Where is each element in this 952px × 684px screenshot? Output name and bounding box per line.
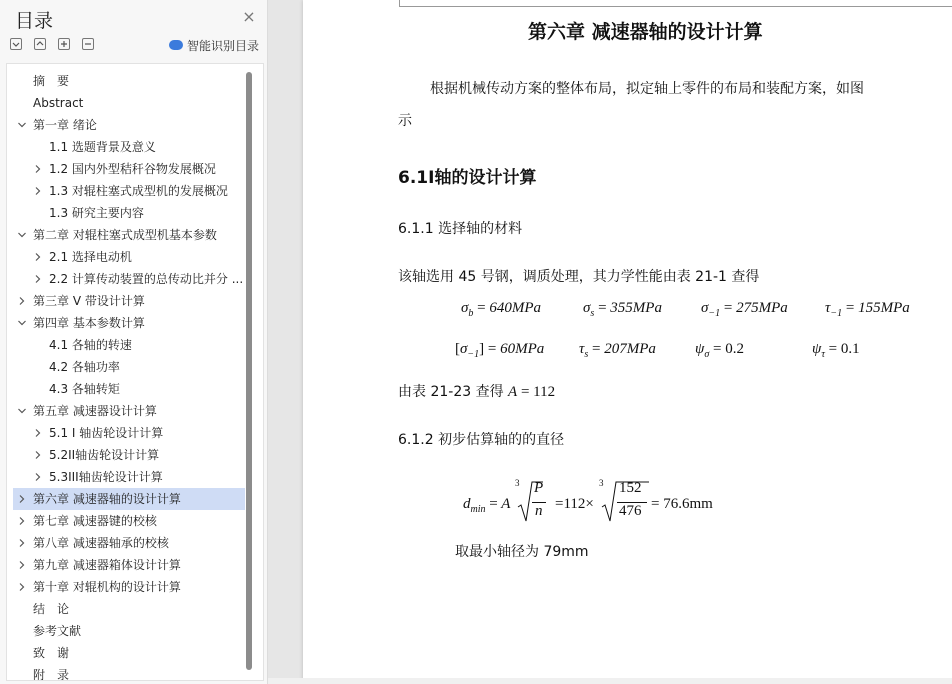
toc-item-label: 5.1 I 轴齿轮设计计算 <box>49 426 164 440</box>
tau-minus1-formula: $\tau_{-1} = 155MPa$ <box>825 300 910 319</box>
toc-item[interactable] <box>13 620 245 642</box>
tau-s-formula: $\tau_s = 207MPa$ <box>579 341 656 360</box>
toc-item-label: 1.3 对辊柱塞式成型机的发展概况 <box>49 184 228 198</box>
toc-item-label: 第三章 V 带设计计算 <box>33 294 145 308</box>
toc-item-label: 第一章 绪论 <box>33 118 97 132</box>
toc-item[interactable] <box>13 488 245 510</box>
chevron-right-icon[interactable] <box>33 274 43 284</box>
toc-item[interactable] <box>13 444 245 466</box>
diameter-formula: $d_{min} = A$ 3 P n =112× 3 152 476 = 76.6mm <box>463 478 713 519</box>
toc-item[interactable] <box>13 70 245 92</box>
toc-item-label: 第九章 减速器箱体设计计算 <box>33 558 181 572</box>
toc-item-label: 2.1 选择电动机 <box>49 250 132 264</box>
document-area <box>268 0 952 684</box>
chevron-down-icon[interactable] <box>17 318 27 328</box>
chevron-right-icon[interactable] <box>33 252 43 262</box>
toc-item-label: 第八章 减速器轴承的校核 <box>33 536 169 550</box>
toc-panel <box>6 63 264 681</box>
toc-item-label: 2.2 计算传动装置的总传动比并分 ... <box>49 272 244 286</box>
smart-recognize-label: 智能识别目录 <box>187 38 260 53</box>
add-heading-icon[interactable] <box>58 38 70 50</box>
toc-item-label: 第七章 减速器键的校核 <box>33 514 157 528</box>
toc-item[interactable] <box>13 466 245 488</box>
toc-item[interactable] <box>13 664 245 681</box>
toc-item-label: 第六章 减速器轴的设计计算 <box>33 492 181 506</box>
expand-up-icon[interactable] <box>34 38 46 50</box>
toc-item[interactable] <box>13 576 245 598</box>
toc-item[interactable] <box>13 378 245 400</box>
toc-item-label: 致 谢 <box>33 646 70 660</box>
toc-item[interactable] <box>13 92 245 114</box>
chapter-title: 第六章 减速器轴的设计计算 <box>528 21 763 43</box>
page-margin-marker <box>399 0 952 7</box>
toc-scrollbar[interactable] <box>246 72 252 670</box>
table-reference-line: 由表 21-23 查得 A = 112 <box>398 384 556 400</box>
document-page[interactable] <box>303 0 952 684</box>
toc-item-label: 4.2 各轴功率 <box>49 360 120 374</box>
chevron-down-icon[interactable] <box>17 406 27 416</box>
toc-item[interactable] <box>13 224 245 246</box>
sigma-s-formula: $\sigma_s = 355MPa$ <box>583 300 662 319</box>
sigma-b-formula: $\sigma_b = 640MPa$ <box>461 300 542 319</box>
chevron-right-icon[interactable] <box>17 582 27 592</box>
smart-recognize-button[interactable] <box>169 36 259 54</box>
toc-item[interactable] <box>13 554 245 576</box>
toc-item[interactable] <box>13 642 245 664</box>
toc-item-label: 第五章 减速器设计计算 <box>33 404 157 418</box>
toc-item-label: 第四章 基本参数计算 <box>33 316 145 330</box>
chevron-right-icon[interactable] <box>17 494 27 504</box>
toc-item-label: 1.1 选题背景及意义 <box>49 140 156 154</box>
chevron-down-icon[interactable] <box>17 230 27 240</box>
chevron-right-icon[interactable] <box>17 516 27 526</box>
toc-item[interactable] <box>13 356 245 378</box>
toc-item-label: 4.1 各轴的转速 <box>49 338 132 352</box>
toc-item[interactable] <box>13 268 245 290</box>
toc-item-label: 5.3III轴齿轮设计计算 <box>49 470 163 484</box>
chevron-right-icon[interactable] <box>17 538 27 548</box>
toc-item[interactable] <box>13 510 245 532</box>
psi-sigma-formula: $\psi_\sigma = 0.2$ <box>695 341 744 360</box>
psi-tau-formula: $\psi_\tau = 0.1$ <box>812 341 860 360</box>
horizontal-scrollbar[interactable] <box>268 678 952 684</box>
toc-item[interactable] <box>13 158 245 180</box>
toc-item-label: 结 论 <box>33 602 70 616</box>
subsection-title-diameter: 6.1.2 初步估算轴的的直径 <box>398 432 565 448</box>
close-icon[interactable]: × <box>242 7 256 26</box>
intro-paragraph-line2: 示 <box>398 113 412 129</box>
intro-paragraph-line1: 根据机械传动方案的整体布局，拟定轴上零件的布局和装配方案，如图 <box>430 81 864 97</box>
toc-item-label: 1.2 国内外型秸秆谷物发展概况 <box>49 162 216 176</box>
toc-item-label: 5.2II轴齿轮设计计算 <box>49 448 160 462</box>
remove-heading-icon[interactable] <box>82 38 94 50</box>
toc-item[interactable] <box>13 312 245 334</box>
cloud-icon <box>169 40 183 50</box>
toc-item[interactable] <box>13 334 245 356</box>
toc-item-label: 第二章 对辊柱塞式成型机基本参数 <box>33 228 217 242</box>
chevron-down-icon[interactable] <box>17 120 27 130</box>
chevron-right-icon[interactable] <box>33 164 43 174</box>
toc-item[interactable] <box>13 246 245 268</box>
toc-item[interactable] <box>13 422 245 444</box>
toc-item-label: 1.3 研究主要内容 <box>49 206 144 220</box>
section-title: 6.1I轴的设计计算 <box>398 168 537 188</box>
toc-item-label: 第十章 对辊机构的设计计算 <box>33 580 181 594</box>
chevron-right-icon[interactable] <box>17 560 27 570</box>
sidebar-title: 目录 <box>15 10 54 32</box>
toc-item-label: 参考文献 <box>33 624 82 638</box>
toc-item[interactable] <box>13 400 245 422</box>
chevron-right-icon[interactable] <box>33 472 43 482</box>
sigma-minus1-formula: $\sigma_{-1} = 275MPa$ <box>701 300 788 319</box>
toc-item[interactable] <box>13 180 245 202</box>
toc-item[interactable] <box>13 136 245 158</box>
allowable-stress-formula: $[\sigma_{-1}] = 60MPa$ <box>455 341 545 360</box>
collapse-all-icon[interactable] <box>10 38 22 50</box>
chevron-right-icon[interactable] <box>33 428 43 438</box>
toc-item[interactable] <box>13 290 245 312</box>
toc-item-label: 4.3 各轴转矩 <box>49 382 120 396</box>
toc-item-label: Abstract <box>33 96 84 110</box>
subsection-title-material: 6.1.1 选择轴的材料 <box>398 221 523 237</box>
toc-item[interactable] <box>13 532 245 554</box>
chevron-right-icon[interactable] <box>33 186 43 196</box>
material-paragraph: 该轴选用 45 号钢，调质处理，其力学性能由表 21-1 查得 <box>398 269 760 285</box>
toc-item[interactable] <box>13 114 245 136</box>
chevron-right-icon[interactable] <box>17 296 27 306</box>
min-diameter-conclusion: 取最小轴径为 79mm <box>455 544 589 560</box>
toc-sidebar <box>0 0 268 684</box>
toc-item[interactable] <box>13 598 245 620</box>
toc-item[interactable] <box>13 202 245 224</box>
toc-item-label: 附 录 <box>33 668 70 681</box>
chevron-right-icon[interactable] <box>33 450 43 460</box>
toc-item-label: 摘 要 <box>33 74 70 88</box>
